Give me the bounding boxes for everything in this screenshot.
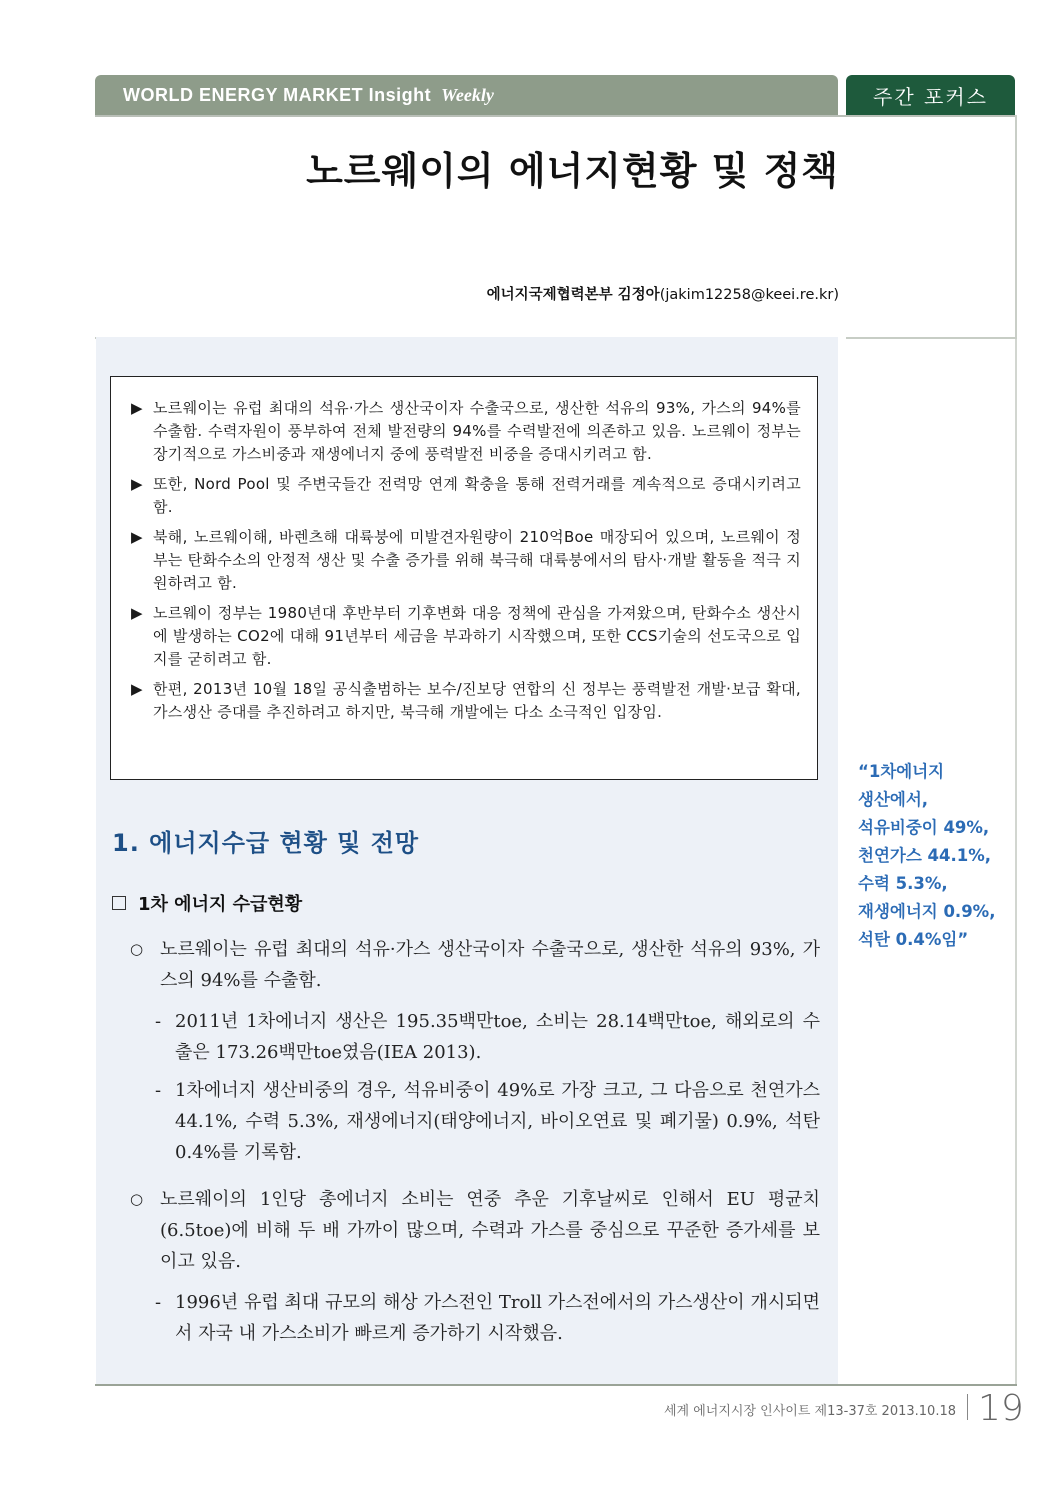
arrow-bullet-icon: ▶ xyxy=(131,680,143,698)
pull-quote-line: 석탄 0.4%임” xyxy=(858,930,969,949)
pull-quote xyxy=(858,758,1008,954)
sub-paragraph xyxy=(155,1287,820,1349)
author-line xyxy=(487,283,839,304)
summary-box xyxy=(110,376,818,780)
summary-item xyxy=(131,678,801,724)
paragraph xyxy=(130,1184,820,1277)
publication-name: WORLD ENERGY MARKET Insight xyxy=(123,84,432,105)
summary-text: 한편, 2013년 10월 18일 공식출범하는 보수/진보당 연합의 신 정부는 풍력발전 개발·보급 확대, 가스생산 증대를 추진하려고 하지만, 북극해 개발에는 다소 소극적인 입장임. xyxy=(153,680,801,721)
checkbox-square-icon xyxy=(112,896,126,910)
author-email: (jakim12258@keei.re.kr) xyxy=(659,287,839,303)
section-heading: 1. 에너지수급 현황 및 전망 xyxy=(112,829,420,857)
summary-item xyxy=(131,473,801,519)
footer-rule xyxy=(95,1384,1017,1386)
arrow-bullet-icon: ▶ xyxy=(131,475,143,493)
summary-text: 북해, 노르웨이해, 바렌츠해 대륙붕에 미발견자원량이 210억Boe 매장되어 있으며, 노르웨이 정부는 탄화수소의 안정적 생산 및 수출 증가를 위해 북극해 대륙붕에서의 탐사·개발 활동을 적극 지원하려고 함. xyxy=(153,528,801,592)
page-number: 19 xyxy=(978,1388,1024,1429)
section-tab: 주간 포커스 xyxy=(846,75,1015,115)
sub-paragraph xyxy=(155,1075,820,1168)
pull-quote-line: “1차에너지 xyxy=(858,762,945,781)
circle-bullet-icon: ○ xyxy=(130,1190,144,1208)
summary-item xyxy=(131,397,801,466)
summary-item xyxy=(131,602,801,671)
arrow-bullet-icon: ▶ xyxy=(131,604,143,622)
page-title: 노르웨이의 에너지현황 및 정책 xyxy=(306,149,839,193)
circle-bullet-icon: ○ xyxy=(130,940,144,958)
footer-divider xyxy=(967,1394,968,1420)
dash-bullet: - xyxy=(155,1292,162,1313)
body-text xyxy=(130,934,820,1356)
dash-bullet: - xyxy=(155,1080,162,1101)
subsection-title: 1차 에너지 수급현황 xyxy=(138,894,303,915)
paragraph xyxy=(130,934,820,996)
arrow-bullet-icon: ▶ xyxy=(131,528,143,546)
author-name: 에너지국제협력본부 김정아 xyxy=(486,287,660,303)
sub-paragraph-text: 1996년 유럽 최대 규모의 해상 가스전인 Troll 가스전에서의 가스생산이 개시되면서 자국 내 가스소비가 빠르게 증가하기 시작했음. xyxy=(175,1292,820,1344)
header-rule xyxy=(95,115,1017,117)
sub-paragraph-text: 2011년 1차에너지 생산은 195.35백만toe, 소비는 28.14백만toe, 해외로의 수출은 173.26백만toe였음(IEA 2013). xyxy=(175,1011,820,1063)
publication-weekly: Weekly xyxy=(441,84,494,105)
footer-issue: 세계 에너지시장 인사이트 제13-37호 2013.10.18 xyxy=(664,1404,956,1419)
pull-quote-line: 재생에너지 0.9%, xyxy=(858,902,996,921)
summary-text: 노르웨이는 유럽 최대의 석유·가스 생산국이자 수출국으로, 생산한 석유의 93%, 가스의 94%를 수출함. 수력자원이 풍부하여 전체 발전량의 94%를 수력발전에 의존하고 있음. 노르웨이 정부는 장기적으로 가스비중과 재생에너지 중에 풍력발전 비중을 증대시키려고 함. xyxy=(153,399,801,463)
right-rule xyxy=(1015,115,1017,337)
pull-quote-line: 수력 5.3%, xyxy=(858,874,948,893)
pull-quote-line: 석유비중이 49%, xyxy=(858,818,990,837)
summary-item xyxy=(131,526,801,595)
dash-bullet: - xyxy=(155,1011,162,1032)
header-bar xyxy=(95,75,838,115)
paragraph-text: 노르웨이의 1인당 총에너지 소비는 연중 추운 기후날씨로 인해서 EU 평균치(6.5toe)에 비해 두 배 가까이 많으며, 수력과 가스를 중심으로 꾸준한 증가세를 보이고 있음. xyxy=(160,1189,820,1272)
sub-paragraph xyxy=(155,1006,820,1068)
arrow-bullet-icon: ▶ xyxy=(131,399,143,417)
paragraph-text: 노르웨이는 유럽 최대의 석유·가스 생산국이자 수출국으로, 생산한 석유의 93%, 가스의 94%를 수출함. xyxy=(160,939,820,991)
summary-text: 노르웨이 정부는 1980년대 후반부터 기후변화 대응 정책에 관심을 가져왔으며, 탄화수소 생산시에 발생하는 CO2에 대해 91년부터 세금을 부과하기 시작했으며, 또한 CCS기술의 선도국으로 입지를 굳히려고 함. xyxy=(153,604,801,668)
right-rule-lower xyxy=(1015,339,1017,1386)
pull-quote-line: 생산에서, xyxy=(858,790,929,809)
sub-paragraph-text: 1차에너지 생산비중의 경우, 석유비중이 49%로 가장 크고, 그 다음으로 천연가스 44.1%, 수력 5.3%, 재생에너지(태양에너지, 바이오연료 및 폐기물) 0.9%, 석탄 0.4%를 기록함. xyxy=(175,1080,820,1163)
sidebar-rule xyxy=(846,337,1017,339)
pull-quote-line: 천연가스 44.1%, xyxy=(858,846,992,865)
summary-text: 또한, Nord Pool 및 주변국들간 전력망 연계 확충을 통해 전력거래를 계속적으로 증대시키려고 함. xyxy=(153,475,801,516)
subsection-heading xyxy=(112,890,302,916)
